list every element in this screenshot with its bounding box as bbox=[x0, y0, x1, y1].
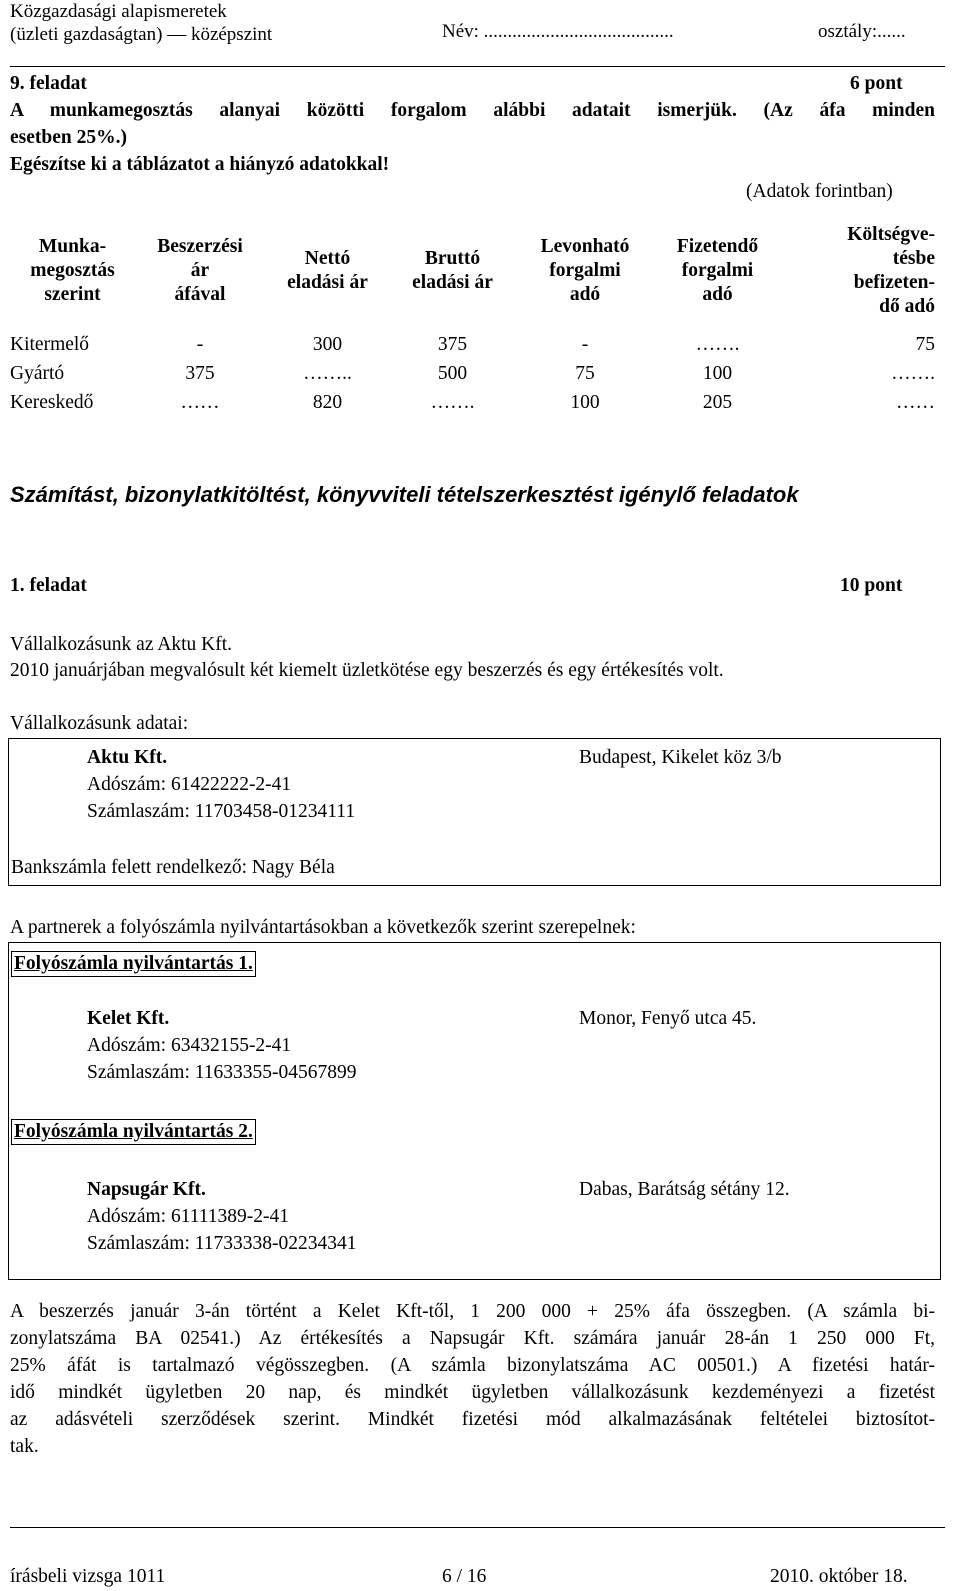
transaction-paragraph bbox=[10, 1298, 935, 1460]
table-cell: 375 bbox=[437, 334, 468, 355]
paragraph-line: idő mindkét ügyletben 20 nap, és mindkét ügyletben vállalkozásunk kezdeményezi a fizetést bbox=[10, 1382, 935, 1403]
footer-divider bbox=[10, 1527, 945, 1528]
our-company-account-number: Számlaszám: 11703458-01234111 bbox=[87, 801, 356, 822]
subject-title-line2: (üzleti gazdaságtan) — középszint bbox=[10, 24, 273, 45]
paragraph-line: zonylatszáma BA 02541.) Az értékesítés a Napsugár Kft. számára január 28-án 1 250 000 Ft, bbox=[10, 1328, 935, 1349]
col-header-netto-eladasi-ar: Nettó eladási ár bbox=[287, 248, 368, 293]
task9-intro-line2: esetben 25%.) bbox=[10, 127, 127, 148]
class-field: osztály:...... bbox=[818, 21, 906, 42]
table-cell: 300 bbox=[312, 334, 343, 355]
task9-intro-line1: A munkamegosztás alanyai közötti forgalom alábbi adatait ismerjük. (Az áfa minden bbox=[10, 100, 935, 121]
partner1-tax-number: Adószám: 63432155-2-41 bbox=[87, 1035, 292, 1056]
turnover-table bbox=[10, 212, 935, 417]
table-cell: Gyártó bbox=[10, 363, 65, 384]
our-company-box bbox=[8, 738, 941, 886]
task1-title: 1. feladat bbox=[10, 575, 87, 596]
col-header-fizetendo-ado: Fizetendő forgalmi adó bbox=[676, 236, 759, 305]
table-cell: 75 bbox=[575, 363, 595, 384]
table-cell: Kitermelő bbox=[10, 334, 90, 355]
table-cell: …….. bbox=[303, 363, 352, 384]
paragraph-line: tak. bbox=[10, 1436, 39, 1457]
table-cell: ……. bbox=[695, 334, 740, 355]
our-company-tax-number: Adószám: 61422222-2-41 bbox=[87, 774, 292, 795]
paragraph-line: az adásvételi szerződések szerint. Mindkét fizetési mód alkalmazásának feltételei biztosítot- bbox=[10, 1409, 935, 1430]
table-row bbox=[10, 359, 935, 388]
col-header-levonhato-ado: Levonható forgalmi adó bbox=[540, 236, 630, 305]
table-cell: 375 bbox=[185, 363, 215, 384]
table-cell: 820 bbox=[312, 392, 343, 413]
table-row bbox=[10, 388, 935, 417]
table-cell: …… bbox=[896, 392, 935, 413]
context-line: 2010 januárjában megvalósult két kiemelt üzletkötése egy beszerzés és egy értékesítés volt. bbox=[10, 660, 724, 681]
table-cell: 205 bbox=[702, 392, 733, 413]
partner1-name: Kelet Kft. bbox=[87, 1008, 170, 1029]
footer-date: 2010. október 18. bbox=[770, 1566, 908, 1587]
task9-instruction: Egészítse ki a táblázatot a hiányzó adatokkal! bbox=[10, 154, 390, 175]
subject-title-line1: Közgazdasági alapismeretek bbox=[10, 1, 227, 22]
partner1-account-number: Számlaszám: 11633355-04567899 bbox=[87, 1062, 357, 1083]
footer-exam-code: írásbeli vizsga 1011 bbox=[10, 1566, 166, 1587]
table-cell: - bbox=[196, 334, 204, 355]
partner1-address: Monor, Fenyő utca 45. bbox=[579, 1008, 757, 1029]
table-cell: ……. bbox=[891, 363, 935, 384]
table-cell: ……. bbox=[430, 392, 475, 413]
partner2-heading bbox=[11, 1119, 256, 1145]
col-header-brutto-eladasi-ar: Bruttó eladási ár bbox=[412, 248, 493, 293]
partner2-address: Dabas, Barátság sétány 12. bbox=[579, 1179, 790, 1200]
partner2-heading-text: Folyószámla nyilvántartás 2. bbox=[14, 1121, 253, 1142]
paragraph-line: 25% áfát is tartalmazó végösszegben. (A számla bizonylatszáma AC 00501.) A fizetési határ- bbox=[10, 1355, 935, 1376]
col-header-munkamegosztas: Munka- megosztás szerint bbox=[30, 236, 115, 305]
company-line: Vállalkozásunk az Aktu Kft. bbox=[10, 634, 233, 655]
table-cell: - bbox=[581, 334, 589, 355]
task9-title: 9. feladat bbox=[10, 73, 87, 94]
our-company-address: Budapest, Kikelet köz 3/b bbox=[579, 747, 782, 768]
footer-page-number: 6 / 16 bbox=[442, 1566, 487, 1587]
partner2-tax-number: Adószám: 61111389-2-41 bbox=[87, 1206, 290, 1227]
col-header-koltsegvetes-ado: Költségve- tésbe befizeten- dő adó bbox=[847, 224, 935, 317]
table-cell: 75 bbox=[915, 334, 935, 355]
table-cell: 100 bbox=[570, 392, 600, 413]
table-row bbox=[10, 330, 935, 359]
header-divider bbox=[10, 66, 945, 67]
table-cell: …… bbox=[180, 392, 220, 413]
table-cell: 100 bbox=[702, 363, 733, 384]
partners-intro: A partnerek a folyószámla nyilvántartásokban a következők szerint szerepelnek: bbox=[10, 917, 636, 938]
partners-box bbox=[8, 942, 941, 1280]
table-cell: 500 bbox=[437, 363, 468, 384]
task1-points: 10 pont bbox=[840, 575, 903, 596]
our-company-name: Aktu Kft. bbox=[87, 747, 168, 768]
our-data-label: Vállalkozásunk adatai: bbox=[10, 713, 189, 734]
unit-note: (Adatok forintban) bbox=[746, 181, 893, 202]
task9-points: 6 pont bbox=[850, 73, 903, 94]
our-company-authorized: Bankszámla felett rendelkező: Nagy Béla bbox=[11, 857, 335, 878]
paragraph-line: A beszerzés január 3-án történt a Kelet Kft-től, 1 200 000 + 25% áfa összegben. (A számla bi- bbox=[10, 1301, 935, 1322]
table-cell: Kereskedő bbox=[10, 392, 94, 413]
partner2-name: Napsugár Kft. bbox=[87, 1179, 206, 1200]
partner2-account-number: Számlaszám: 11733338-02234341 bbox=[87, 1233, 357, 1254]
partner1-heading-text: Folyószámla nyilvántartás 1. bbox=[14, 953, 253, 974]
section-title: Számítást, bizonylatkitöltést, könyvviteli tételszerkesztést igénylő feladatok bbox=[10, 482, 799, 507]
partner1-heading bbox=[11, 951, 256, 977]
col-header-beszerzesi-ar: Beszerzési ár áfával bbox=[157, 236, 243, 305]
name-field: Név: ........................................ bbox=[442, 21, 674, 42]
